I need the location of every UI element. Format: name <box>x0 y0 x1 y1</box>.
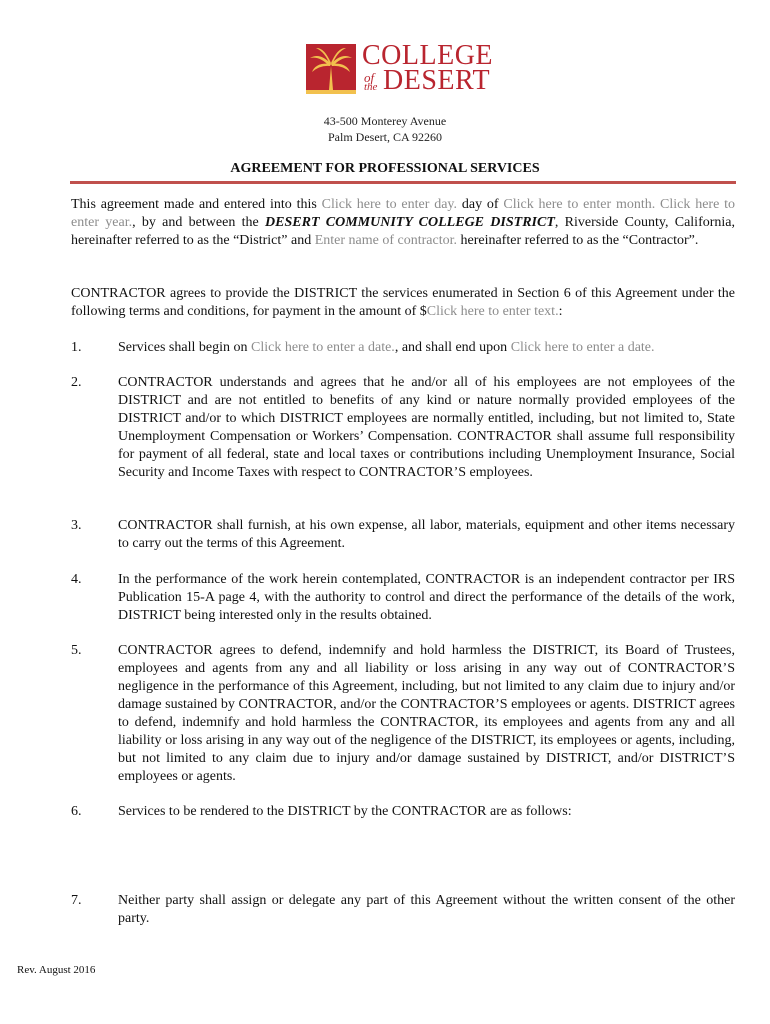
intro-paragraph <box>71 196 735 250</box>
item-number: 6. <box>71 804 82 819</box>
item-number: 7. <box>71 893 82 908</box>
item-6-text: Services to be rendered to the DISTRICT by the CONTRACTOR are as follows: <box>118 804 572 819</box>
item-number: 4. <box>71 572 82 587</box>
title-divider <box>70 181 736 184</box>
address-line-2: Palm Desert, CA 92260 <box>328 130 442 144</box>
start-date-field[interactable]: Click here to enter a date. <box>250 340 395 355</box>
item-1-text-part-1: Services shall begin on <box>118 340 251 355</box>
intro-text-1: This agreement made and entered into this <box>71 197 322 212</box>
item-number: 1. <box>71 340 82 355</box>
item-number: 3. <box>71 518 82 533</box>
item-1-text <box>118 339 735 357</box>
college-logo <box>306 40 506 100</box>
day-field[interactable]: Click here to enter day. <box>321 197 458 212</box>
logo-the-text: the <box>364 81 378 93</box>
logo-desert-text: DESERT <box>383 65 491 96</box>
terms-text-1: CONTRACTOR agrees to provide the DISTRICT the services enumerated in Section 6 of this Agreement under the following terms and conditions, for payment in the amount of $ <box>71 286 735 319</box>
item-number: 5. <box>71 643 82 658</box>
item-number: 2. <box>71 375 82 390</box>
item-2-text: CONTRACTOR understands and agrees that he and/or all of his employees are not employees of the DISTRICT and are not entitled to benefits of any kind or nature normally provided employees of the DISTRICT and/or to which DISTRICT employees are normally entitled, including, but not limited to, State Unemployment Compensation or Workers’ Compensation. CONTRACTOR shall assume full responsibility for payment of all federal, state and local taxes or contributions including Unemployment Insurance, Social Security and Income Taxes with respect to CONTRACTOR’S employees. <box>118 375 735 480</box>
month-field[interactable]: Click here to enter month. <box>503 197 656 212</box>
item-1-text-part-2: , and shall end upon <box>394 340 511 355</box>
contractor-name-field[interactable]: Enter name of contractor. <box>314 233 457 248</box>
revision-footer: Rev. August 2016 <box>17 964 96 976</box>
end-date-field[interactable]: Click here to enter a date. <box>510 340 655 355</box>
palm-tree-icon <box>306 44 356 94</box>
terms-text-2: : <box>558 304 563 319</box>
item-7-text: Neither party shall assign or delegate any part of this Agreement without the written consent of the other party. <box>118 893 735 926</box>
logo-of-text: of <box>364 70 375 85</box>
document-title: AGREEMENT FOR PROFESSIONAL SERVICES <box>230 161 540 176</box>
item-4-text: In the performance of the work herein contemplated, CONTRACTOR is an independent contractor per IRS Publication 15-A page 4, with the authority to control and direct the performance of the details of the work, DISTRICT being interested only in the results obtained. <box>118 572 735 623</box>
item-3-text: CONTRACTOR shall furnish, at his own expense, all labor, materials, equipment and other items necessary to carry out the terms of this Agreement. <box>118 518 735 551</box>
intro-text-6: hereinafter referred to as the “Contractor”. <box>456 233 699 248</box>
intro-text-2: day of <box>457 197 504 212</box>
address-line-1: 43-500 Monterey Avenue <box>323 114 447 128</box>
amount-field[interactable]: Click here to enter text. <box>426 304 559 319</box>
year-field[interactable]: Click here to enter year. <box>71 197 735 230</box>
district-name: DESERT COMMUNITY COLLEGE DISTRICT <box>265 215 555 230</box>
terms-paragraph <box>71 285 735 321</box>
intro-text-4: , by and between the <box>132 215 266 230</box>
intro-text-5: , Riverside County, California, hereinafter referred to as the “District” and <box>71 215 736 248</box>
item-5-text: CONTRACTOR agrees to defend, indemnify and hold harmless the DISTRICT, its Board of Trustees, employees and agents from any and all liability or loss arising in any way out of CONTRACTOR’S negligence in the performance of this Agreement, including, but not limited to any claim due to injury and/or damage sustained by CONTRACTOR, and/or the CONTRACTOR’S employees or agents. DISTRICT agrees to defend, indemnify and hold harmless the CONTRACTOR, its employees and agents from any and all liability or loss arising in any way out of the negligence of the DISTRICT, its employees or agents, including, but not limited to any claim due to injury and/or damage sustained by DISTRICT, and/or DISTRICT’S employees or agents. <box>118 643 735 784</box>
logo-college-text: COLLEGE <box>362 40 494 71</box>
